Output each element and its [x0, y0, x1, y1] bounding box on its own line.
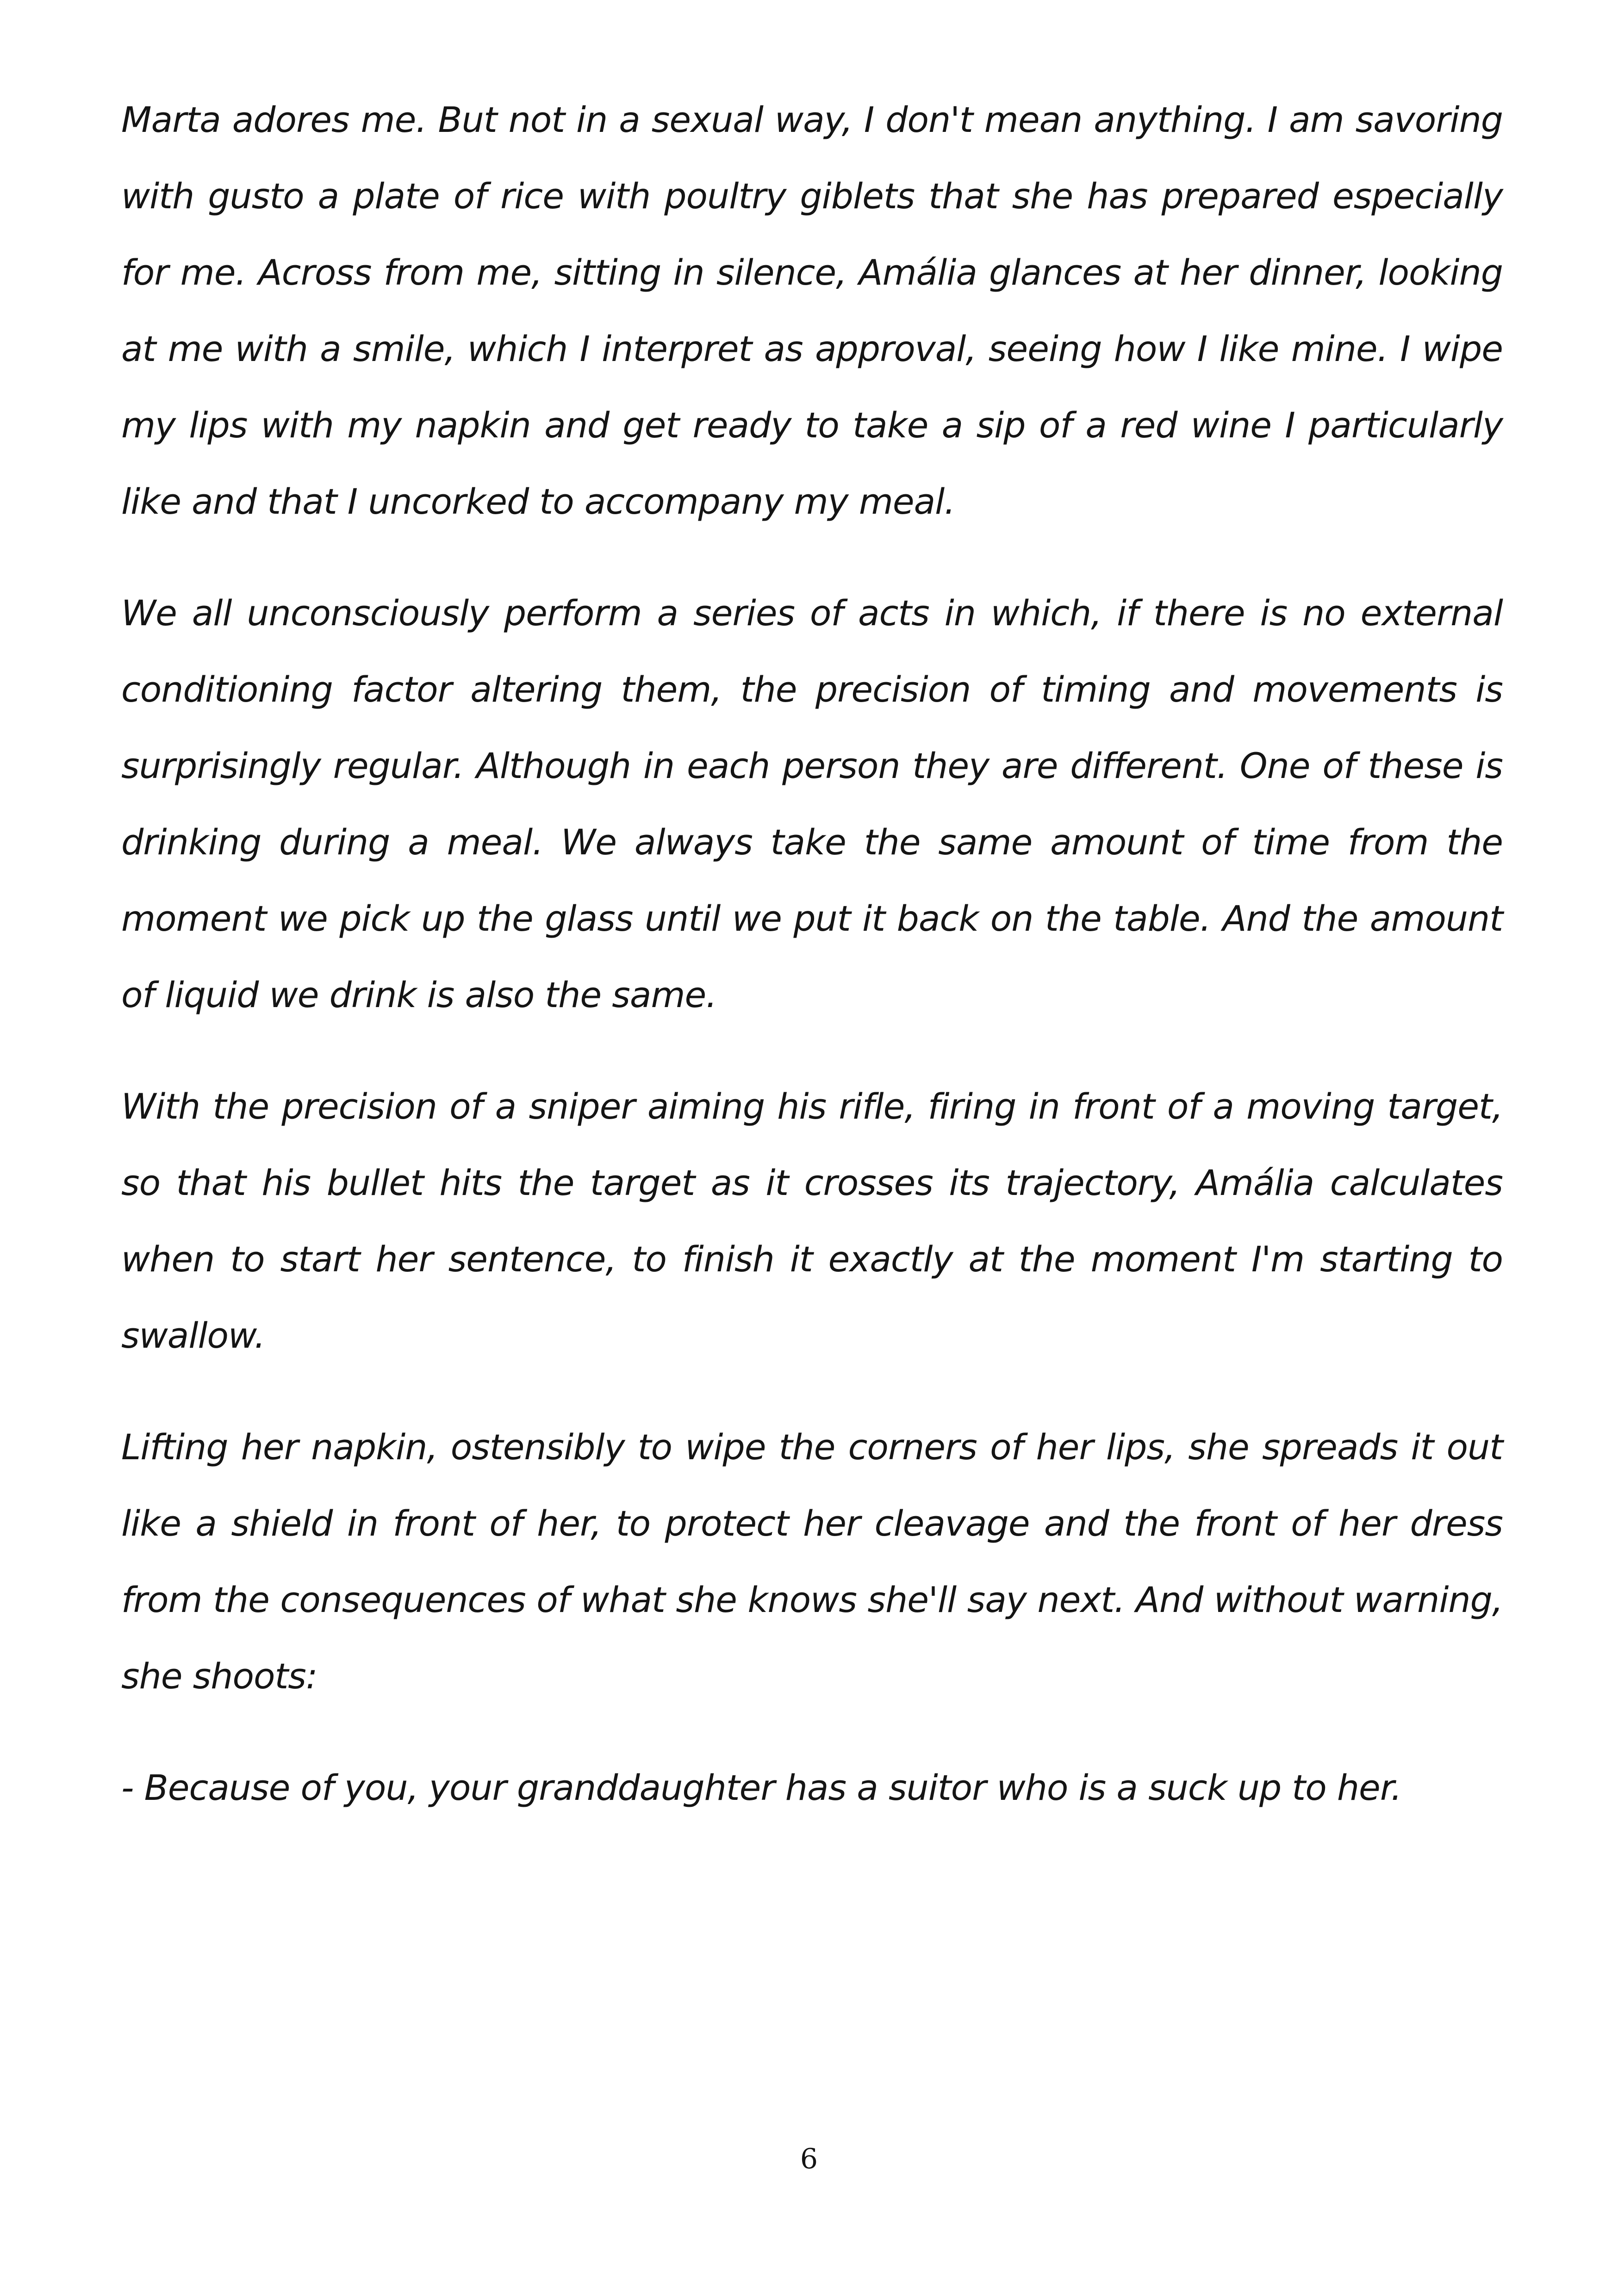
page-number: 6	[800, 2143, 818, 2175]
paragraph-2: We all unconsciously perform a series of acts in which, if there is no external conditioning factor altering them, the precision of timing and movements is surprisingly regular. Although in each person they are different. One of these is drinking during a meal. We always take the same amount of time from the moment we pick up the glass until we put it back on the table. And the amount of liquid we drink is also the same.	[121, 592, 1503, 1015]
body-text	[121, 81, 1503, 1861]
paragraph-4: Lifting her napkin, ostensibly to wipe the corners of her lips, she spreads it out like a shield in front of her, to protect her cleavage and the front of her dress from the consequences of what she knows she'll say next. And without warning, she shoots:	[121, 1426, 1503, 1697]
paragraph-3: With the precision of a sniper aiming his rifle, firing in front of a moving target, so that his bullet hits the target as it crosses its trajectory, Amália calculates when to start her sentence, to finish it exactly at the moment I'm starting to swallow.	[121, 1086, 1503, 1356]
paragraph-1: Marta adores me. But not in a sexual way, I don't mean anything. I am savoring with gusto a plate of rice with poultry giblets that she has prepared especially for me. Across from me, sitting in silence, Amália glances at her dinner, looking at me with a smile, which I interpret as approval, seeing how I like mine. I wipe my lips with my napkin and get ready to take a sip of a red wine I particularly like and that I uncorked to accompany my meal.	[121, 99, 1503, 522]
paragraph-5: - Because of you, your granddaughter has a suitor who is a suck up to her.	[121, 1767, 1402, 1808]
